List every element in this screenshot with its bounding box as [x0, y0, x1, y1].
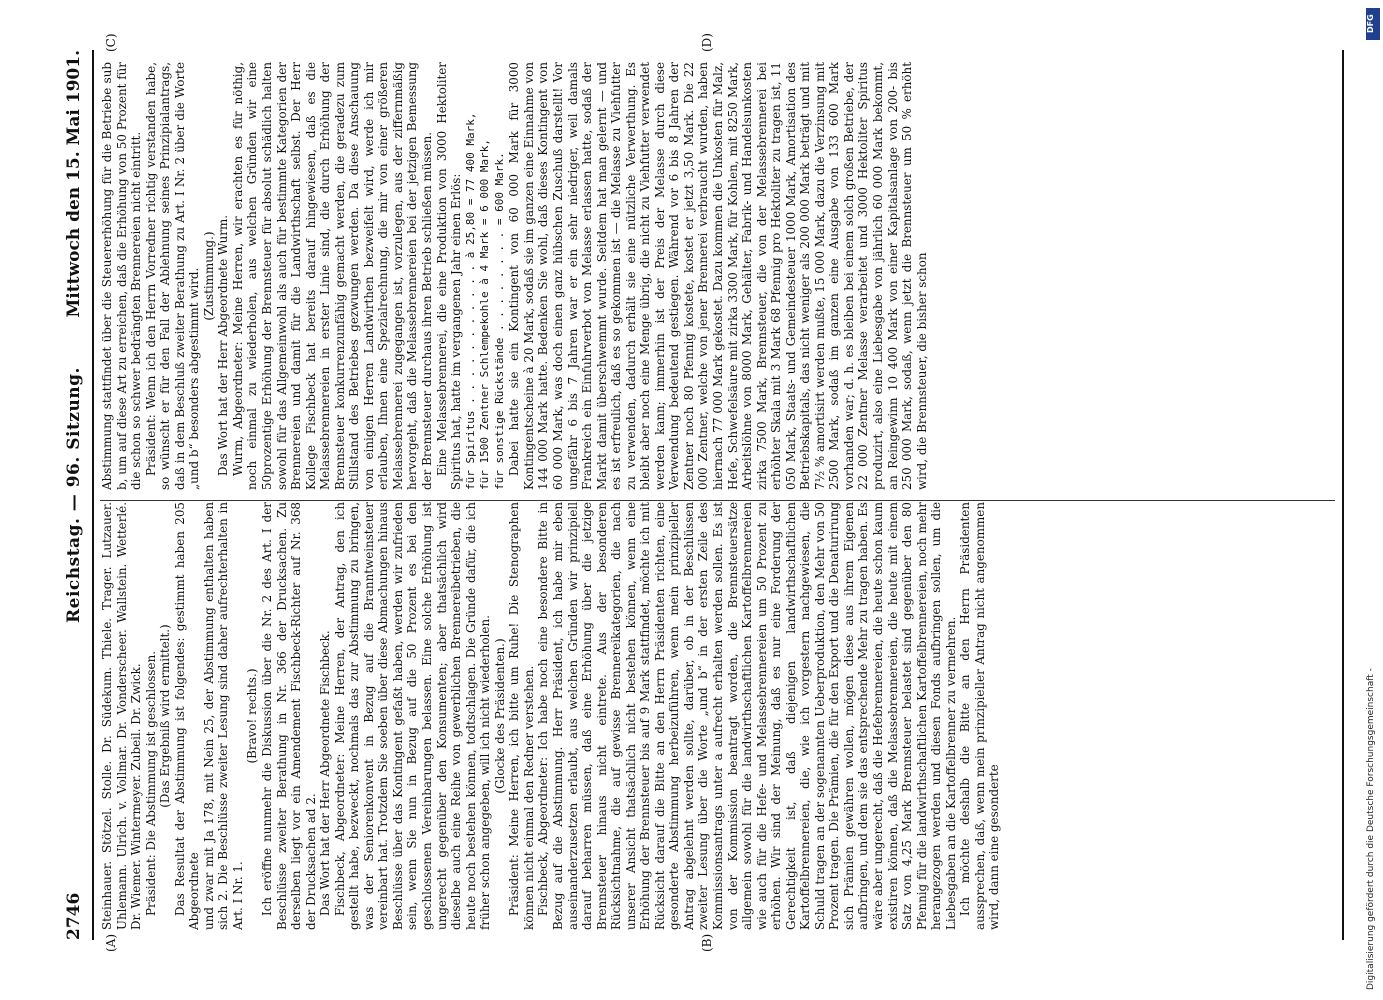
paragraph: Fischbeck, Abgeordneter: Meine Herren, der Antrag, den ich gestellt habe, bezweckt, nochmals das zur Abstimmung zu bringen, was der Seniorenkonvent in Bezug auf die Branntweinsteuer vereinbart hat. Trotzdem Sie soeben über diese Abmachungen hinaus Beschlüsse über das Kontingent gefaßt haben, werden wir zufrieden sein, wenn Sie nun in Bezug auf die 50 Prozent es bei den geschlossenen Vereinbarungen belassen. Eine solche Erhöhung ist ungerecht gegenüber den Konsumenten; aber thatsächlich wird dieselbe auch eine Reihe von gewerblichen Brennereibetrieben, die heute noch bestehen können, todtschlagen. Die Gründe dafür, die ich früher schon angegeben, will ich nicht wiederholen. [332, 502, 493, 930]
paragraph: Eine Melassebrennerei, die eine Produktion von 3000 Hektoliter Spiritus hat, hatte im vergangenen Jahr einen Erlös: [434, 62, 464, 490]
margin-mark-c: (C) [104, 33, 118, 52]
page-number: 2746 [64, 892, 84, 940]
paragraph: (Das Ergebniß wird ermittelt.) [158, 624, 173, 808]
paragraph: (Glocke des Präsidenten.) [492, 638, 507, 794]
digitization-credit [1366, 10, 1380, 990]
page-header [64, 50, 90, 940]
revenue-table: für Spiritus . . . . . . . . . . . à 25,80 = 77 400 Mark, für 1500 Zentner Schlempekohle à 4 Mark = 6 000 Mark, für sonstige Rückstände . . . . . . . . = 600 Mark. [463, 112, 506, 490]
paragraph: Präsident: Wenn ich den Herrn Vorredner richtig verstanden habe, so wünscht er für den Fall der Ablehnung seines Prinzipialantrags, daß in dem Beschluß zweiter Berathung zu Art. I Nr. 2 über die Worte „und b“ besonders abgestimmt wird. [143, 62, 202, 490]
column-divider [100, 500, 1335, 501]
paragraph: (Zustimmung.) [201, 231, 216, 321]
paragraph: Das Wort hat der Herr Abgeordnete Wurm. [216, 214, 231, 476]
paragraph: Dabei hatte sie ein Kontingent von 60 000 Mark für 3000 Kontingentscheine à 20 Mark, sodaß sie im ganzen eine Einnahme von 144 000 Mark hatte. Bedenken Sie wohl, daß dieses Kontingent von 60 000 Mark, was doch einen ganz hübschen Zuschuß darstellt! Vor ungefähr 6 bis 7 Jahren war er ein sehr niedriger, weil damals Frankreich ein Einfuhrverbot von Melasse erlassen hatte, sodaß der Markt damit überschwemmt wurde. Seitdem hat man gelernt — und es ist erfreulich, daß es so gekommen ist — die Melasse zu Viehfutter zu verwenden, dadurch erhält sie eine nützliche Verwerthung. Es bleibt aber noch eine Menge übrig, die nicht zu Viehfutter verwendet werden kann; immerhin ist der Preis der Melasse durch diese Verwendung bedeutend gestiegen. Während vor 6 bis 8 Jahren der Zentner noch 80 Pfennig kostete, kostet er jetzt 3,50 Mark. Die 22 000 Zentner, welche von jener Brennerei verbraucht wurden, haben hiernach 77 000 Mark gekostet. Dazu kommen die Unkosten für Malz, Hefe, Schwefelsäure mit zirka 3300 Mark, für Kohlen, mit 8250 Mark, Arbeitslöhne von 8000 Mark, Gehälter, Fabrik- und Handelsunkosten zirka 7500 Mark, Brennsteuer, die von der Melassebrennerei bei erhöhter Skala mit 3 Mark 68 Pfennig pro Hektoliter zu tragen ist, 11 050 Mark, Staats- und Gemeindesteuer 1000 Mark, Amortisation des Betriebskapitals, das nicht weniger als 200 000 Mark beträgt und mit 7½ % amortisirt werden mußte, 15 000 Mark, dazu die Verzinsung mit 2500 Mark, sodaß im ganzen eine Ausgabe von 133 600 Mark vorhanden war; d. h. es bleiben bei einem solch großen Betriebe, der 22 000 Zentner Melasse verarbeitet und 3000 Hektoliter Spiritus produzirt, also eine Liebesgabe von jährlich 60 000 Mark bekommt, an Reingewinn 10 400 Mark von einer Kapitalsanlage von 200- bis 250 000 Mark, sodaß, wenn jetzt die Brennsteuer um 50 % erhöht wird, die Brennsteuer, die bisher schon [507, 62, 929, 490]
paragraph: Steinhauer. Stötzel. Stolle. Dr. Südekum. Thiele. Trager. Lutzauer. Uhlemann. Ulrich. v. Vollmar. Dr. Vonderscheer. Wallstein. Wetterlé. Dr. Wiemer. Wintermeyer. Zubeil. Dr. Zwick. [100, 502, 144, 930]
header-title: Reichstag. — 96. Sitzung. [64, 367, 84, 623]
right-column [100, 62, 1335, 490]
left-column [100, 502, 1335, 930]
paragraph: Präsident: Meine Herren, ich bitte um Ruhe! Die Stenographen können nicht einmal den Redner verstehen. [507, 502, 536, 930]
footer-rule [1342, 50, 1344, 940]
credit-text: Digitalisierung gefördert durch die Deutsche Forschungsgemeinschaft - [1366, 668, 1376, 990]
header-date: Mittwoch den 15. Mai 1901. [64, 50, 84, 318]
paragraph: und zwar mit Ja 178, mit Nein 25, der Abstimmung enthalten haben sich 2. Die Beschlüsse zweiter Lesung sind daher aufrechterhalten in Art. I Nr. 1. [201, 502, 245, 930]
paragraph: Ich möchte deshalb die Bitte an den Herrn Präsidenten aussprechen, daß, wenn mein prinzipieller Antrag nicht angenommen wird, dann eine gesonderte [958, 502, 1002, 930]
header-rule [92, 50, 94, 940]
paragraph: Ich eröffne nunmehr die Diskussion über die Nr. 2 des Art. I der Beschlüsse zweiter Berathung in Nr. 366 der Drucksachen. Zu derselben liegt vor ein Amendement Fischbeck-Richter auf Nr. 368 der Drucksachen ad 2. [260, 502, 318, 930]
margin-mark-a: (A) [104, 933, 118, 952]
paragraph: Präsident: Die Abstimmung ist geschlossen. [143, 650, 158, 916]
margin-mark-b: (B) [700, 933, 714, 952]
dfg-logo: DFG [1366, 8, 1380, 40]
margin-mark-d: (D) [700, 33, 714, 52]
paragraph: Fischbeck, Abgeordneter: Ich habe noch eine besondere Bitte in Bezug auf die Abstimmung. Herr Präsident, ich habe mir eben auseinanderzusetzen erlaubt, aus welchen Gründen wir prinzipiell darauf beharren müssen, daß eine Erhöhung über die jetzige Brennsteuer hinaus nicht eintrete. Aus der besonderen Rücksichtnahme, die auf gewisse Brennereikategorien, die nach unserer Ansicht thatsächlich nicht bestehen können, wenn eine Erhöhung der Brennsteuer bis auf 9 Mark stattfindet, möchte ich mit Rücksicht darauf die Bitte an den Herrn Präsidenten richten, eine gesonderte Abstimmung herbeizuführen, wenn mein prinzipieller Antrag abgelehnt werden sollte, darüber, ob in der Beschlüssen zweiter Lesung über die Worte „und b“ in der ersten Zeile des Kommissionsantrags unter a aufrecht erhalten werden sollen. Es ist von der Kommission beantragt worden, die Brennsteuersätze allgemein sowohl für die landwirthschaftlichen Kartoffelbrennereien wie auch für die Hefe- und Melassebrennereien um 50 Prozent zu erhöhen. Wir sind der Meinung, daß es nur eine Forderung der Gerechtigkeit ist, daß diejenigen landwirthschaftlichen Kartoffelbrennereien, die, wie ich vorgestern nachgewiesen, die Schuld tragen an der sogenannten Ueberproduktion, den Mehr von 50 Prozent tragen. Die Prämien, die für den Export und die Denaturirung sich Prämien gewähren wollen, mögen diese aus ihrem Eigenen aufbringen, und dem sie das entsprechende Mehr zu tragen haben. Es wäre aber ungerecht, daß die Hefebrennereien, die heute schon kaum existiren können, daß die Melassebrennereien, die heute mit einem Satz von 4,25 Mark Brennsteuer belastet sind gegenüber den 80 Pfennig für die landwirthschaftlichen Kartoffelbrennereien, noch mehr herangezogen werden und diesen Fonds aufbringen sollen, um die Liebesgaben an die Kartoffelbrenner zu vermehren. [536, 502, 958, 930]
paragraph: Das Resultat der Abstimmung ist folgendes: gestimmt haben 205 Abgeordnete [172, 502, 202, 930]
paragraph: (Bravo! rechts.) [245, 668, 260, 764]
paragraph: Abstimmung stattfindet über die Steuererhöhung für die Betriebe sub b, um auf diese Art zu erreichen, daß die Erhöhung von 50 Prozent für die schon so schwer bedrängten Brennereien nicht eintritt. [100, 62, 144, 490]
paragraph: Das Wort hat der Herr Abgeordnete Fischbeck. [318, 630, 333, 916]
paragraph: Wurm, Abgeordneter: Meine Herren, wir erachten es für nöthig, noch einmal zu wiederholen, aus welchen Gründen wir eine 50prozentige Erhöhung der Brennsteuer für absolut schädlich halten sowohl für das Allgemeinwohl als auch für bestimmte Kategorien der Brennereien und damit für die Landwirthschaft selbst. Der Herr Kollege Fischbeck hat bereits darauf hingewiesen, daß es die Melassebrennereien in erster Linie sind, die durch Erhöhung der Brennsteuer konkurrenzunfähig gemacht werden, die geradezu zum Stillstand des Betriebes gezwungen werden. Da diese Anschauung von einigen Herren Landwirthen bezweifelt wird, werde ich mir erlauben, Ihnen eine Spezialrechnung, die mir von einer größeren Melassebrennerei zugegangen ist, vorzulegen, aus der ziffernmäßig hervorgeht, daß die Melassebrennereien bei der jetzigen Bemessung der Brennsteuer durchaus ihren Betrieb schließen müssen. [230, 62, 435, 490]
